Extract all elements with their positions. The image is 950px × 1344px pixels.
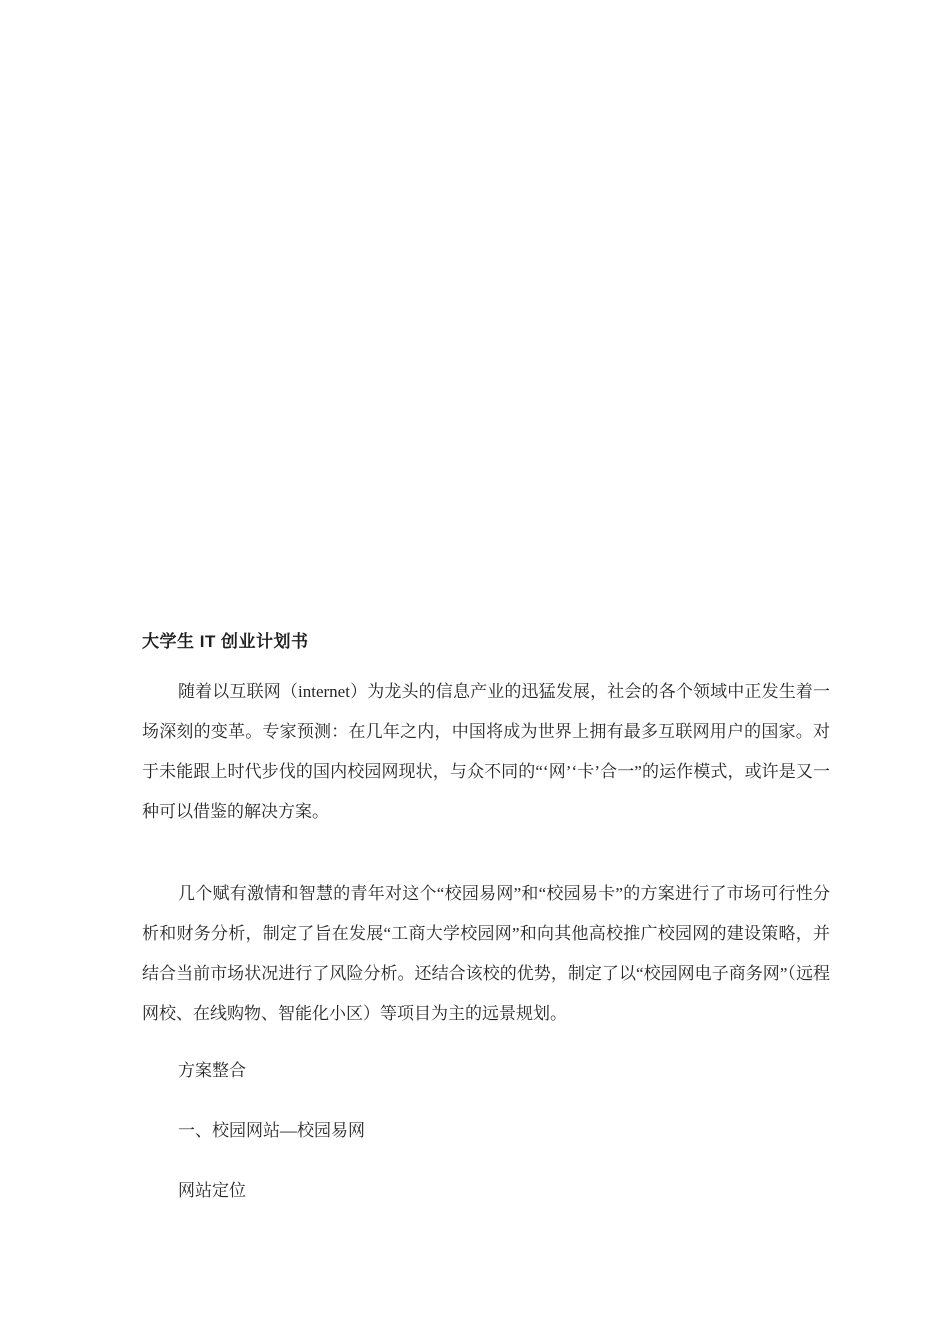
section-heading-site-positioning: 网站定位 (178, 1181, 246, 1200)
section-heading-plan-integration: 方案整合 (178, 1061, 246, 1080)
section-heading-campus-website: 一、校园网站—校园易网 (178, 1121, 365, 1140)
intro-paragraph: 随着以互联网（internet）为龙头的信息产业的迅猛发展，社会的各个领域中正发生着一场深刻的变革。专家预测：在几年之内，中国将成为世界上拥有最多互联网用户的国家。对于未能跟上时代步伐的国内校园网现状，与众不同的“‘网’‘卡’合一”的运作模式，或许是又一种可以借鉴的解决方案。 (142, 682, 830, 821)
document-title: 大学生 IT 创业计划书 (142, 632, 309, 651)
plan-analysis-paragraph: 几个赋有激情和智慧的青年对这个“校园易网”和“校园易卡”的方案进行了市场可行性分析和财务分析，制定了旨在发展“工商大学校园网”和向其他高校推广校园网的建设策略，并结合当前市场状况进行了风险分析。还结合该校的优势，制定了以“校园网电子商务网”（远程网校、在线购物、智能化小区）等项目为主的远景规划。 (142, 884, 830, 1023)
